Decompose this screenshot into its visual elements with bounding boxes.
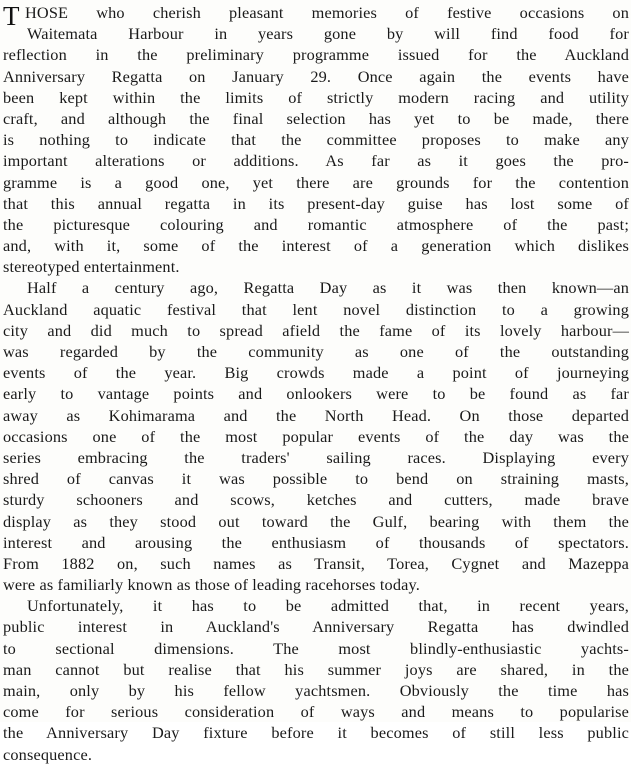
paragraph-line: city and did much to spread afield the fame of its lovely harbour— bbox=[3, 320, 629, 340]
paragraph-line: early to vantage points and onlookers were to be found as far bbox=[3, 384, 629, 404]
paragraph-line: stereotyped entertainment. bbox=[3, 257, 180, 277]
paragraph-line: that this annual regatta in its present-day guise has lost some of bbox=[3, 193, 629, 213]
paragraph-line: away as Kohimarama and the North Head. On those departed bbox=[3, 405, 629, 425]
paragraph-line: were as familiarly known as those of leading racehorses today. bbox=[3, 575, 420, 595]
paragraph-1 bbox=[3, 2, 629, 277]
paragraph-line: HOSE who cherish pleasant memories of festive occasions on bbox=[25, 3, 629, 22]
drop-cap: T bbox=[3, 1, 20, 31]
paragraph-line: the Anniversary Day fixture before it becomes of still less public bbox=[3, 723, 629, 743]
paragraph-line: occasions one of the most popular events of the day was the bbox=[3, 426, 629, 446]
paragraph-line: been kept within the limits of strictly modern racing and utility bbox=[3, 87, 629, 107]
paragraph-line: reflection in the preliminary programme issued for the Auckland bbox=[3, 45, 629, 65]
paragraph-line: craft, and although the final selection has yet to be made, there bbox=[3, 108, 629, 128]
paragraph-line: to sectional dimensions. The most blindly-enthusiastic yachts- bbox=[3, 638, 629, 658]
paragraph-line: the picturesque colouring and romantic atmosphere of the past; bbox=[3, 214, 629, 234]
paragraph-line: Anniversary Regatta on January 29. Once again the events have bbox=[3, 66, 629, 86]
paragraph-line: Waitemata Harbour in years gone by will find food for bbox=[27, 24, 629, 44]
paragraph-line: display as they stood out toward the Gulf, bearing with them the bbox=[3, 511, 629, 531]
paragraph-line: interest and arousing the enthusiasm of thousands of spectators. bbox=[3, 532, 629, 552]
paragraph-line: was regarded by the community as one of the outstanding bbox=[3, 342, 629, 361]
paragraph-2 bbox=[3, 277, 629, 595]
article-column bbox=[3, 2, 629, 765]
paragraph-line: From 1882 on, such names as Transit, Torea, Cygnet and Mazeppa bbox=[3, 553, 629, 573]
opening-word: HOSE bbox=[25, 3, 69, 22]
paragraph-line: Half a century ago, Regatta Day as it was then known—an bbox=[27, 278, 629, 298]
paragraph-3 bbox=[3, 595, 629, 765]
paragraph-line: Unfortunately, it has to be admitted that, in recent years, bbox=[27, 596, 629, 616]
paragraph-line: important alterations or additions. As far as it goes the pro- bbox=[3, 151, 629, 171]
paragraph-line: events of the year. Big crowds made a point of journeying bbox=[3, 363, 629, 383]
paragraph-line: consequence. bbox=[3, 744, 93, 764]
paragraph-line: gramme is a good one, yet there are grounds for the contention bbox=[3, 172, 629, 192]
paragraph-line: is nothing to indicate that the committee proposes to make any bbox=[3, 130, 629, 150]
paragraph-line: and, with it, some of the interest of a generation which dislikes bbox=[3, 236, 629, 256]
paragraph-line: shred of canvas it was possible to bend on straining masts, bbox=[3, 469, 629, 489]
paragraph-line: Auckland aquatic festival that lent novel distinction to a growing bbox=[3, 299, 629, 319]
paragraph-line: main, only by his fellow yachtsmen. Obviously the time has bbox=[3, 681, 629, 700]
paragraph-line: man cannot but realise that his summer joys are shared, in the bbox=[3, 659, 629, 679]
paragraph-line: come for serious consideration of ways and means to popularise bbox=[3, 702, 629, 722]
paragraph-line: sturdy schooners and scows, ketches and cutters, made brave bbox=[3, 490, 629, 510]
paragraph-line: public interest in Auckland's Anniversary Regatta has dwindled bbox=[3, 617, 629, 637]
paragraph-line: series embracing the traders' sailing races. Displaying every bbox=[3, 447, 629, 467]
